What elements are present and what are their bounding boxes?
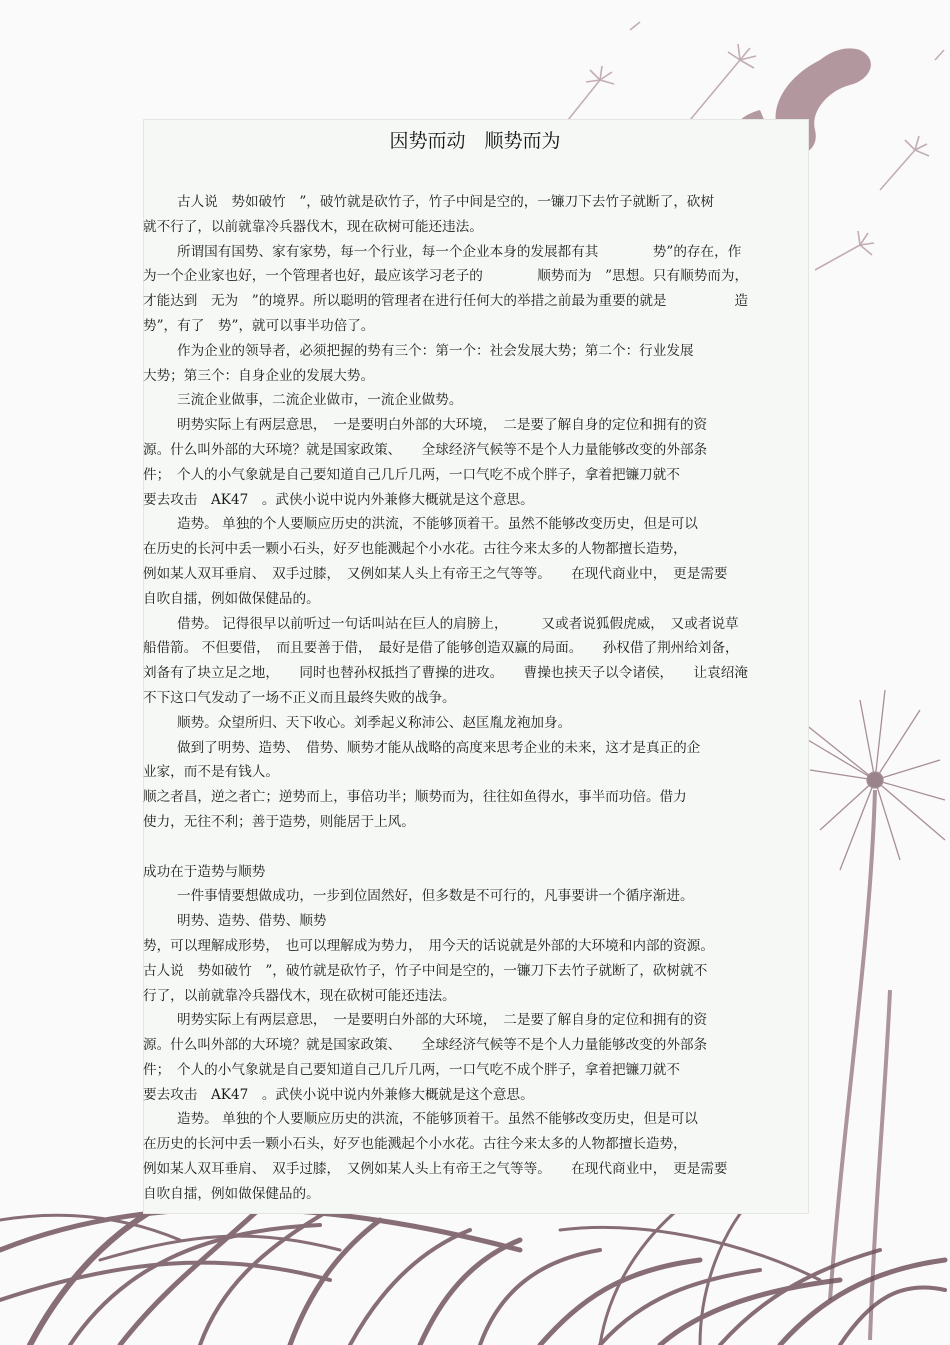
text-line: 顺之者昌，逆之者亡；逆势而上，事倍功半；顺势而为，往往如鱼得水，事半而功倍。借力 <box>143 789 687 806</box>
text-line: 就不行了，以前就靠冷兵器伐木，现在砍树可能还违法。 <box>143 218 483 235</box>
text-line: 一件事情要想做成功，一步到位固然好，但多数是不可行的，凡事要讲一个循序渐进。 <box>177 888 694 905</box>
text-line: 业家，而不是有钱人。 <box>143 764 279 781</box>
text-line: 造势。 单独的个人要顺应历史的洪流，不能够顶着干。虽然不能够改变历史，但是可以 <box>177 516 698 533</box>
text-line: 行了，以前就靠冷兵器伐木，现在砍树可能还违法。 <box>143 987 456 1004</box>
text-line: 源。什么叫外部的大环境？就是国家政策、 全球经济气候等不是个人力量能够改变的外部条 <box>143 441 708 458</box>
text-line: 船借箭。 不但要借， 而且要善于借， 最好是借了能够创造双赢的局面。 孙权借了荆州给刘备， <box>143 640 739 657</box>
blank-line <box>143 835 807 860</box>
paragraph-lines <box>143 190 807 1207</box>
text-line: 势”，有了 势”，就可以事半功倍了。 <box>143 317 375 334</box>
text-line: 成功在于造势与顺势 <box>143 863 266 880</box>
text-line: 明势实际上有两层意思， 一是要明白外部的大环境， 二是要了解自身的定位和拥有的资 <box>177 417 708 434</box>
text-line: 做到了明势、造势、 借势、顺势才能从战略的高度来思考企业的未来，这才是真正的企 <box>177 739 701 756</box>
text-line: 为一个企业家也好，一个管理者也好，最应该学习老子的 顺势而为 ”思想。只有顺势而为， <box>143 268 749 285</box>
text-line: 三流企业做事，二流企业做市，一流企业做势。 <box>177 392 463 409</box>
text-line: 在历史的长河中丢一颗小石头，好歹也能溅起个小水花。古往今来太多的人物都擅长造势， <box>143 1136 687 1153</box>
document-body <box>143 126 807 1207</box>
text-line: 明势、造势、借势、顺势 <box>177 913 327 930</box>
text-line: 古人说 势如破竹 ”，破竹就是砍竹子，竹子中间是空的，一镰刀下去竹子就断了，砍树 <box>177 194 715 210</box>
text-line: 刘备有了块立足之地， 同时也替孙权抵挡了曹操的进攻。 曹操也挟天子以令诸侯， 让袁绍淹 <box>143 665 748 682</box>
text-line: 源。什么叫外部的大环境？就是国家政策、 全球经济气候等不是个人力量能够改变的外部条 <box>143 1037 708 1054</box>
text-line: 造势。 单独的个人要顺应历史的洪流，不能够顶着干。虽然不能够改变历史，但是可以 <box>177 1111 698 1128</box>
text-line: 在历史的长河中丢一颗小石头，好歹也能溅起个小水花。古往今来太多的人物都擅长造势， <box>143 541 687 558</box>
text-line: 件； 个人的小气象就是自己要知道自己几斤几两，一口气吃不成个胖子，拿着把镰刀就不 <box>143 1061 680 1078</box>
text-line: 自吹自擂，例如做保健品的。 <box>143 1185 320 1202</box>
text-line: 大势；第三个：自身企业的发展大势。 <box>143 367 375 384</box>
text-line: 要去攻击 AK47 。武侠小说中说内外兼修大概就是这个意思。 <box>143 491 534 508</box>
text-line: 借势。 记得很早以前听过一句话叫站在巨人的肩膀上， 又或者说狐假虎威， 又或者说草 <box>177 615 739 632</box>
text-line: 势，可以理解成形势， 也可以理解成为势力， 用今天的话说就是外部的大环境和内部的资源。 <box>143 937 714 954</box>
text-line: 自吹自擂，例如做保健品的。 <box>143 590 320 607</box>
page-title: 因势而动 顺势而为 <box>389 130 561 152</box>
text-line: 古人说 势如破竹 ”，破竹就是砍竹子，竹子中间是空的，一镰刀下去竹子就断了，砍树就不 <box>143 962 708 979</box>
text-line: 使力，无往不利；善于造势，则能居于上风。 <box>143 813 415 830</box>
text-line: 所谓国有国势、家有家势，每一个行业，每一个企业本身的发展都有其 势”的存在，作 <box>177 243 742 260</box>
text-line: 顺势。众望所归、天下收心。刘季起义称沛公、赵匡胤龙袍加身。 <box>177 714 572 731</box>
text-line: 例如某人双耳垂肩、 双手过膝， 又例如某人头上有帝王之气等等。 在现代商业中， 更是需要 <box>143 1161 728 1178</box>
text-line: 要去攻击 AK47 。武侠小说中说内外兼修大概就是这个意思。 <box>143 1086 534 1103</box>
text-line: 不下这口气发动了一场不正义而且最终失败的战争。 <box>143 689 456 706</box>
text-line: 才能达到 无为 ”的境界。所以聪明的管理者在进行任何大的举措之前最为重要的就是 造 <box>143 293 749 310</box>
text-line: 明势实际上有两层意思， 一是要明白外部的大环境， 二是要了解自身的定位和拥有的资 <box>177 1012 708 1029</box>
text-line: 作为企业的领导者，必须把握的势有三个：第一个：社会发展大势；第二个：行业发展 <box>177 342 694 359</box>
text-line: 件； 个人的小气象就是自己要知道自己几斤几两，一口气吃不成个胖子，拿着把镰刀就不 <box>143 466 680 483</box>
text-line: 例如某人双耳垂肩、 双手过膝， 又例如某人头上有帝王之气等等。 在现代商业中， 更是需要 <box>143 565 728 582</box>
